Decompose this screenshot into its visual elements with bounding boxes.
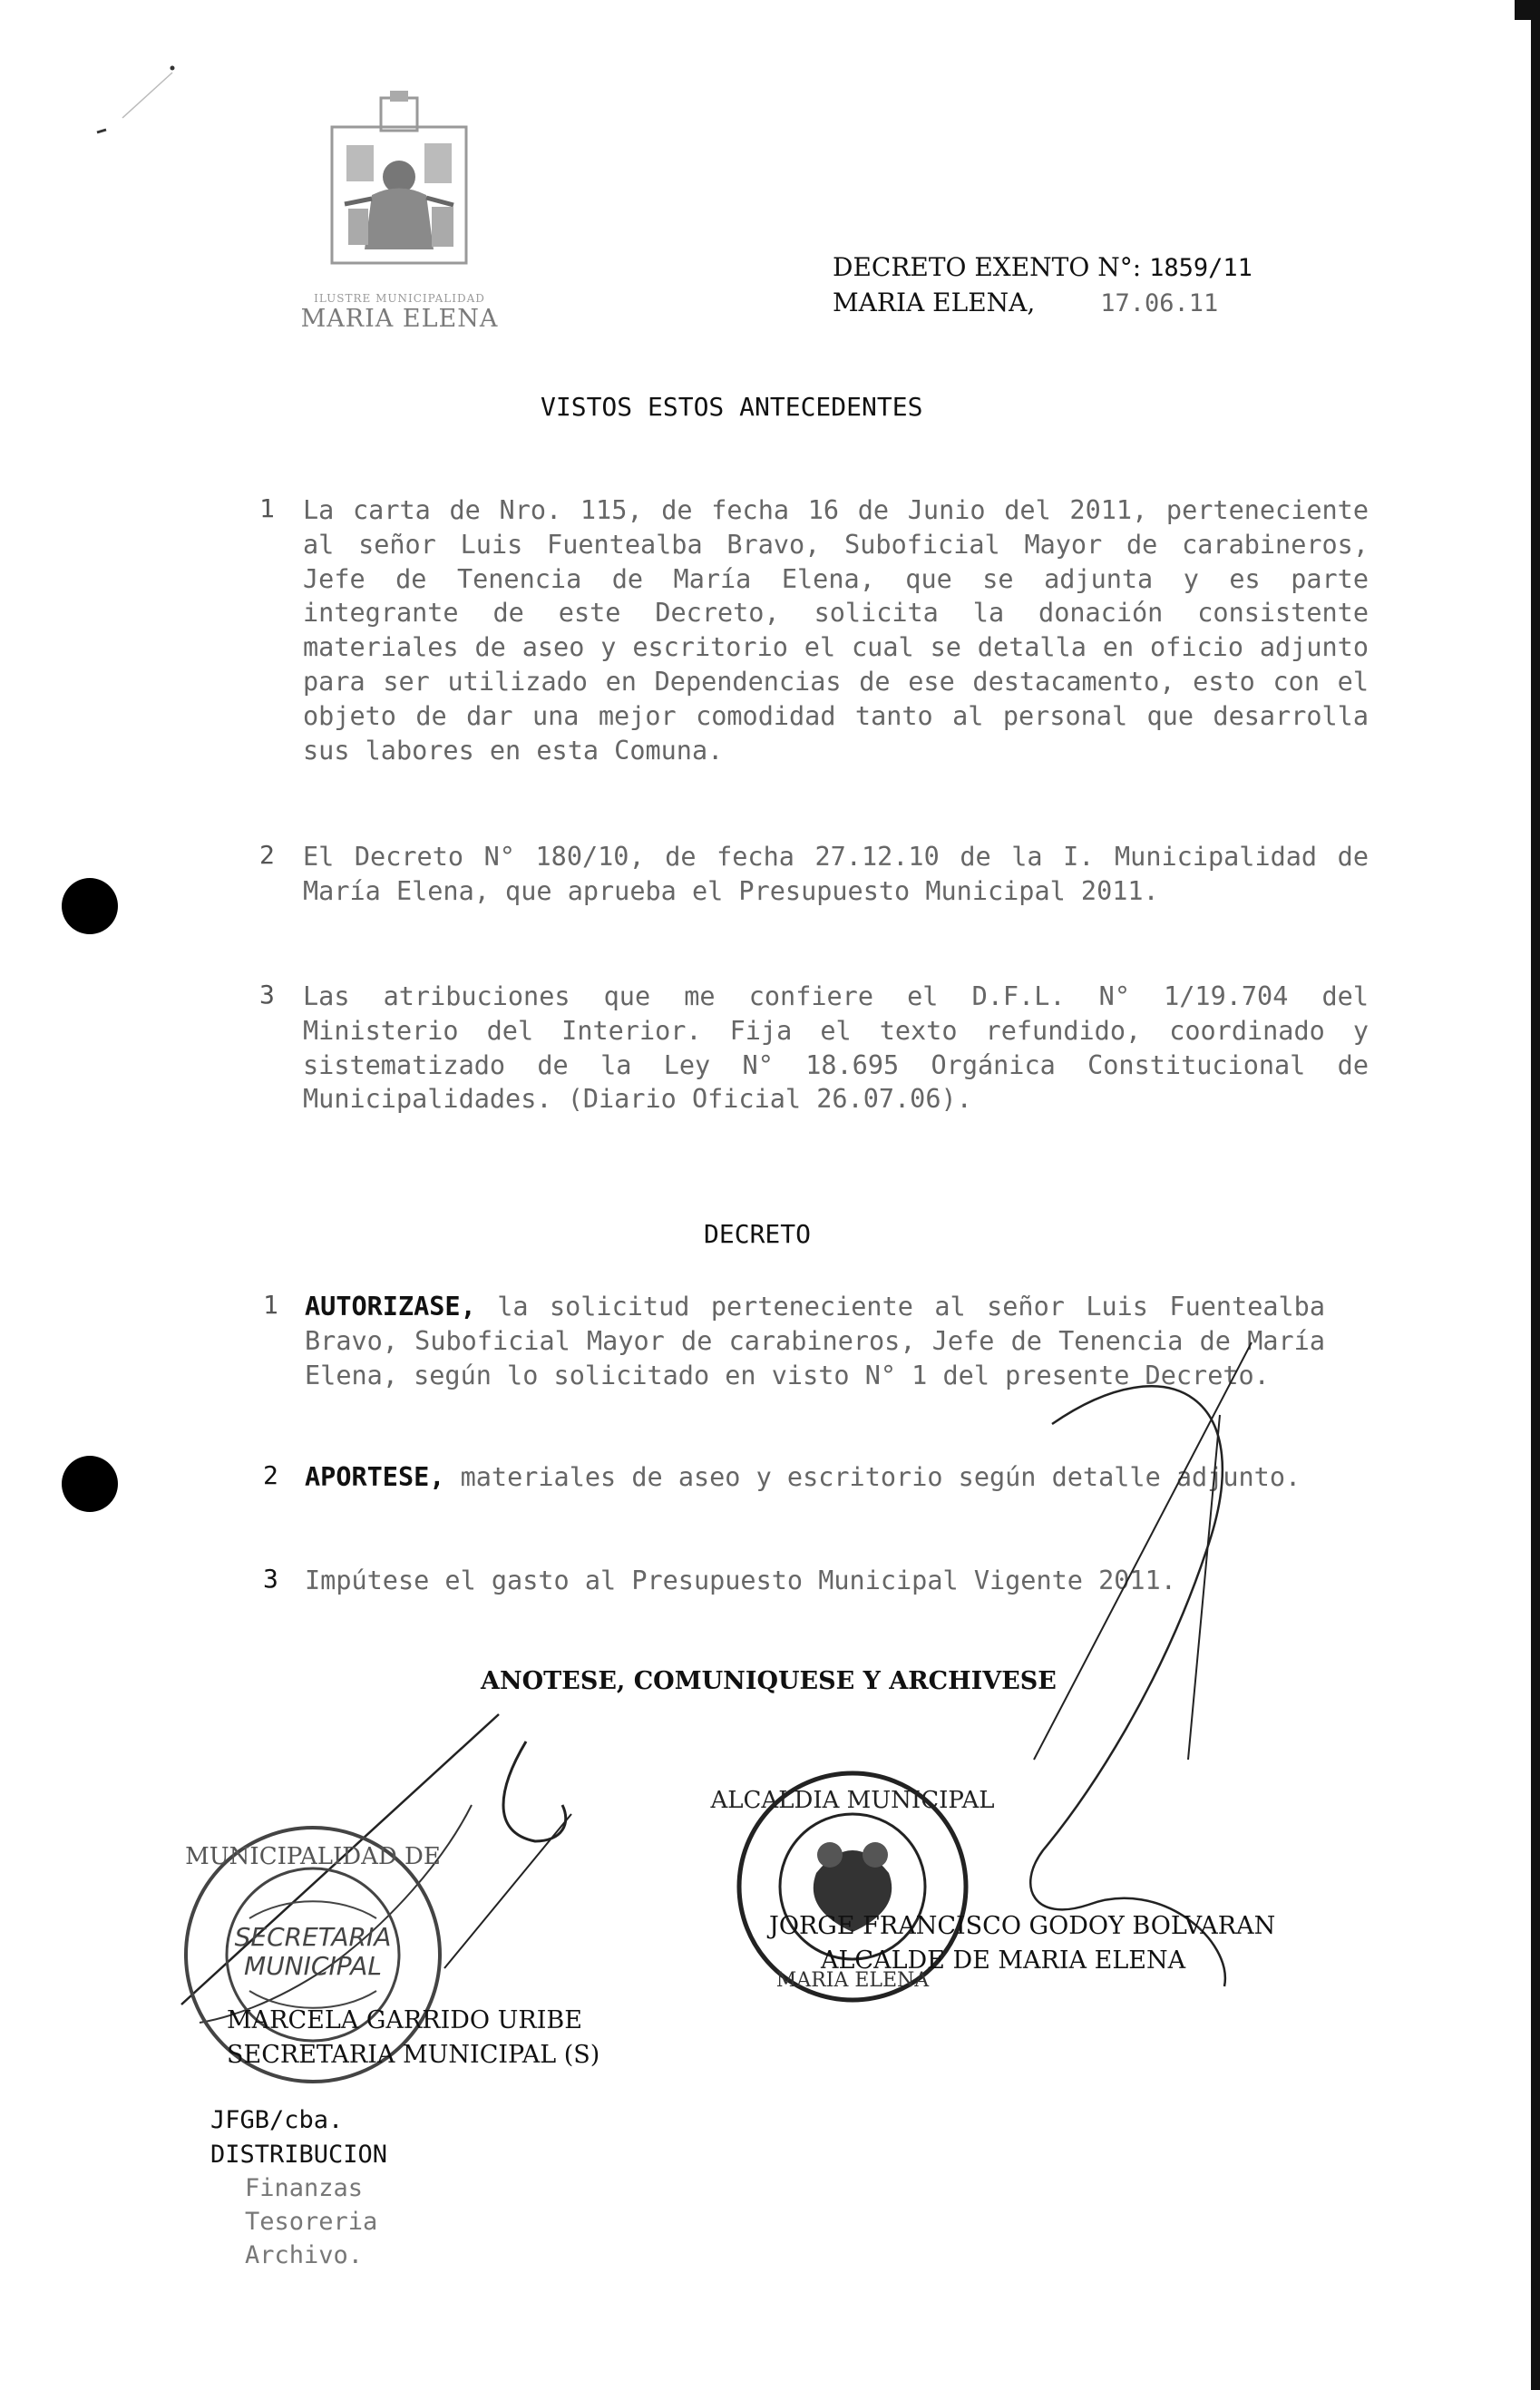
decreto-detail: Impútese el gasto al Presupuesto Municipal Vigente 2011. xyxy=(305,1566,1176,1595)
mayor-signature xyxy=(980,1288,1270,1995)
municipal-logo xyxy=(327,91,472,268)
closing-formula: ANOTESE, COMUNIQUESE Y ARCHIVESE xyxy=(481,1667,1057,1695)
decreto-number: 2 xyxy=(263,1460,278,1490)
decree-label: DECRETO EXENTO N°: xyxy=(833,252,1142,282)
svg-text:MUNICIPAL: MUNICIPAL xyxy=(244,1951,382,1981)
distribution-recipient: Archivo. xyxy=(245,2241,364,2269)
initials: JFGB/cba. xyxy=(210,2106,344,2134)
decreto-title: DECRETO xyxy=(704,1219,812,1249)
svg-text:MUNICIPALIDAD DE: MUNICIPALIDAD DE xyxy=(185,1843,441,1870)
secretary-name: MARCELA GARRIDO URIBE xyxy=(227,2006,582,2034)
punch-hole xyxy=(62,878,118,934)
decree-date: 17.06.11 xyxy=(1100,289,1219,317)
svg-text:ALCALDIA MUNICIPAL: ALCALDIA MUNICIPAL xyxy=(710,1787,995,1814)
mayor-title: ALCALDE DE MARIA ELENA xyxy=(821,1946,1186,1975)
visto-number: 1 xyxy=(259,493,275,523)
punch-hole xyxy=(62,1456,118,1512)
scan-corner-mark xyxy=(1515,0,1540,20)
distribution-label: DISTRIBUCION xyxy=(210,2141,388,2169)
place-date-line xyxy=(833,288,1218,317)
visto-number: 3 xyxy=(259,980,275,1010)
decreto-detail: la solicitud perteneciente al señor Luis Fuentealba Bravo, Suboficial Mayor de carabineros, Jefe de Tenencia de María Elena, según lo solicitado en visto N° 1 del presente Decreto. xyxy=(305,1292,1325,1390)
visto-text: La carta de Nro. 115, de fecha 16 de Junio del 2011, perteneciente al señor Luis Fuentealba Bravo, Suboficial Mayor de carabineros, Jefe de Tenencia de María Elena, que se adjunta y es parte integrante de este Decreto, solicita la donación consistente materiales de aseo y escritorio el cual se detalla en oficio adjunto para ser utilizado en Dependencias de ese destacamento, esto con el objeto de dar una mejor comodidad tanto al personal que desarrolla sus labores en esta Comuna. xyxy=(303,495,1369,766)
decreto-number: 3 xyxy=(263,1564,278,1594)
decree-number: 1859/11 xyxy=(1149,254,1252,282)
svg-text:SECRETARIA: SECRETARIA xyxy=(234,1922,392,1952)
decree-header xyxy=(833,252,1252,282)
scan-mark xyxy=(86,54,186,154)
visto-number: 2 xyxy=(259,840,275,870)
mayor-name: JORGE FRANCISCO GODOY BOLVARAN xyxy=(769,1912,1276,1940)
place-label: MARIA ELENA, xyxy=(833,288,1036,317)
svg-text:MARIA ELENA: MARIA ELENA xyxy=(775,1969,930,1992)
logo-name: MARIA ELENA xyxy=(300,305,499,333)
distribution-recipient: Tesoreria xyxy=(245,2208,378,2236)
visto-text: Las atribuciones que me confiere el D.F.L. N° 1/19.704 del Ministerio del Interior. Fija el texto refundido, coordinado y sistematizado de la Ley N° 18.695 Orgánica Constitucional de Municipalidades. (Diario Oficial 26.07.06). xyxy=(303,981,1369,1115)
logo-subtitle: ILUSTRE MUNICIPALIDAD xyxy=(314,292,485,305)
secretary-title: SECRETARIA MUNICIPAL (S) xyxy=(227,2041,600,2069)
decreto-keyword: APORTESE, xyxy=(305,1462,445,1492)
decreto-number: 1 xyxy=(263,1290,278,1320)
distribution-recipient: Finanzas xyxy=(245,2174,364,2202)
scan-edge xyxy=(1531,0,1540,2390)
vistos-title: VISTOS ESTOS ANTECEDENTES xyxy=(541,392,923,422)
decreto-keyword: AUTORIZASE, xyxy=(305,1292,476,1322)
decreto-detail: materiales de aseo y escritorio según detalle adjunto. xyxy=(444,1462,1301,1492)
visto-text: El Decreto N° 180/10, de fecha 27.12.10 de la I. Municipalidad de María Elena, que aprueba el Presupuesto Municipal 2011. xyxy=(303,842,1369,906)
